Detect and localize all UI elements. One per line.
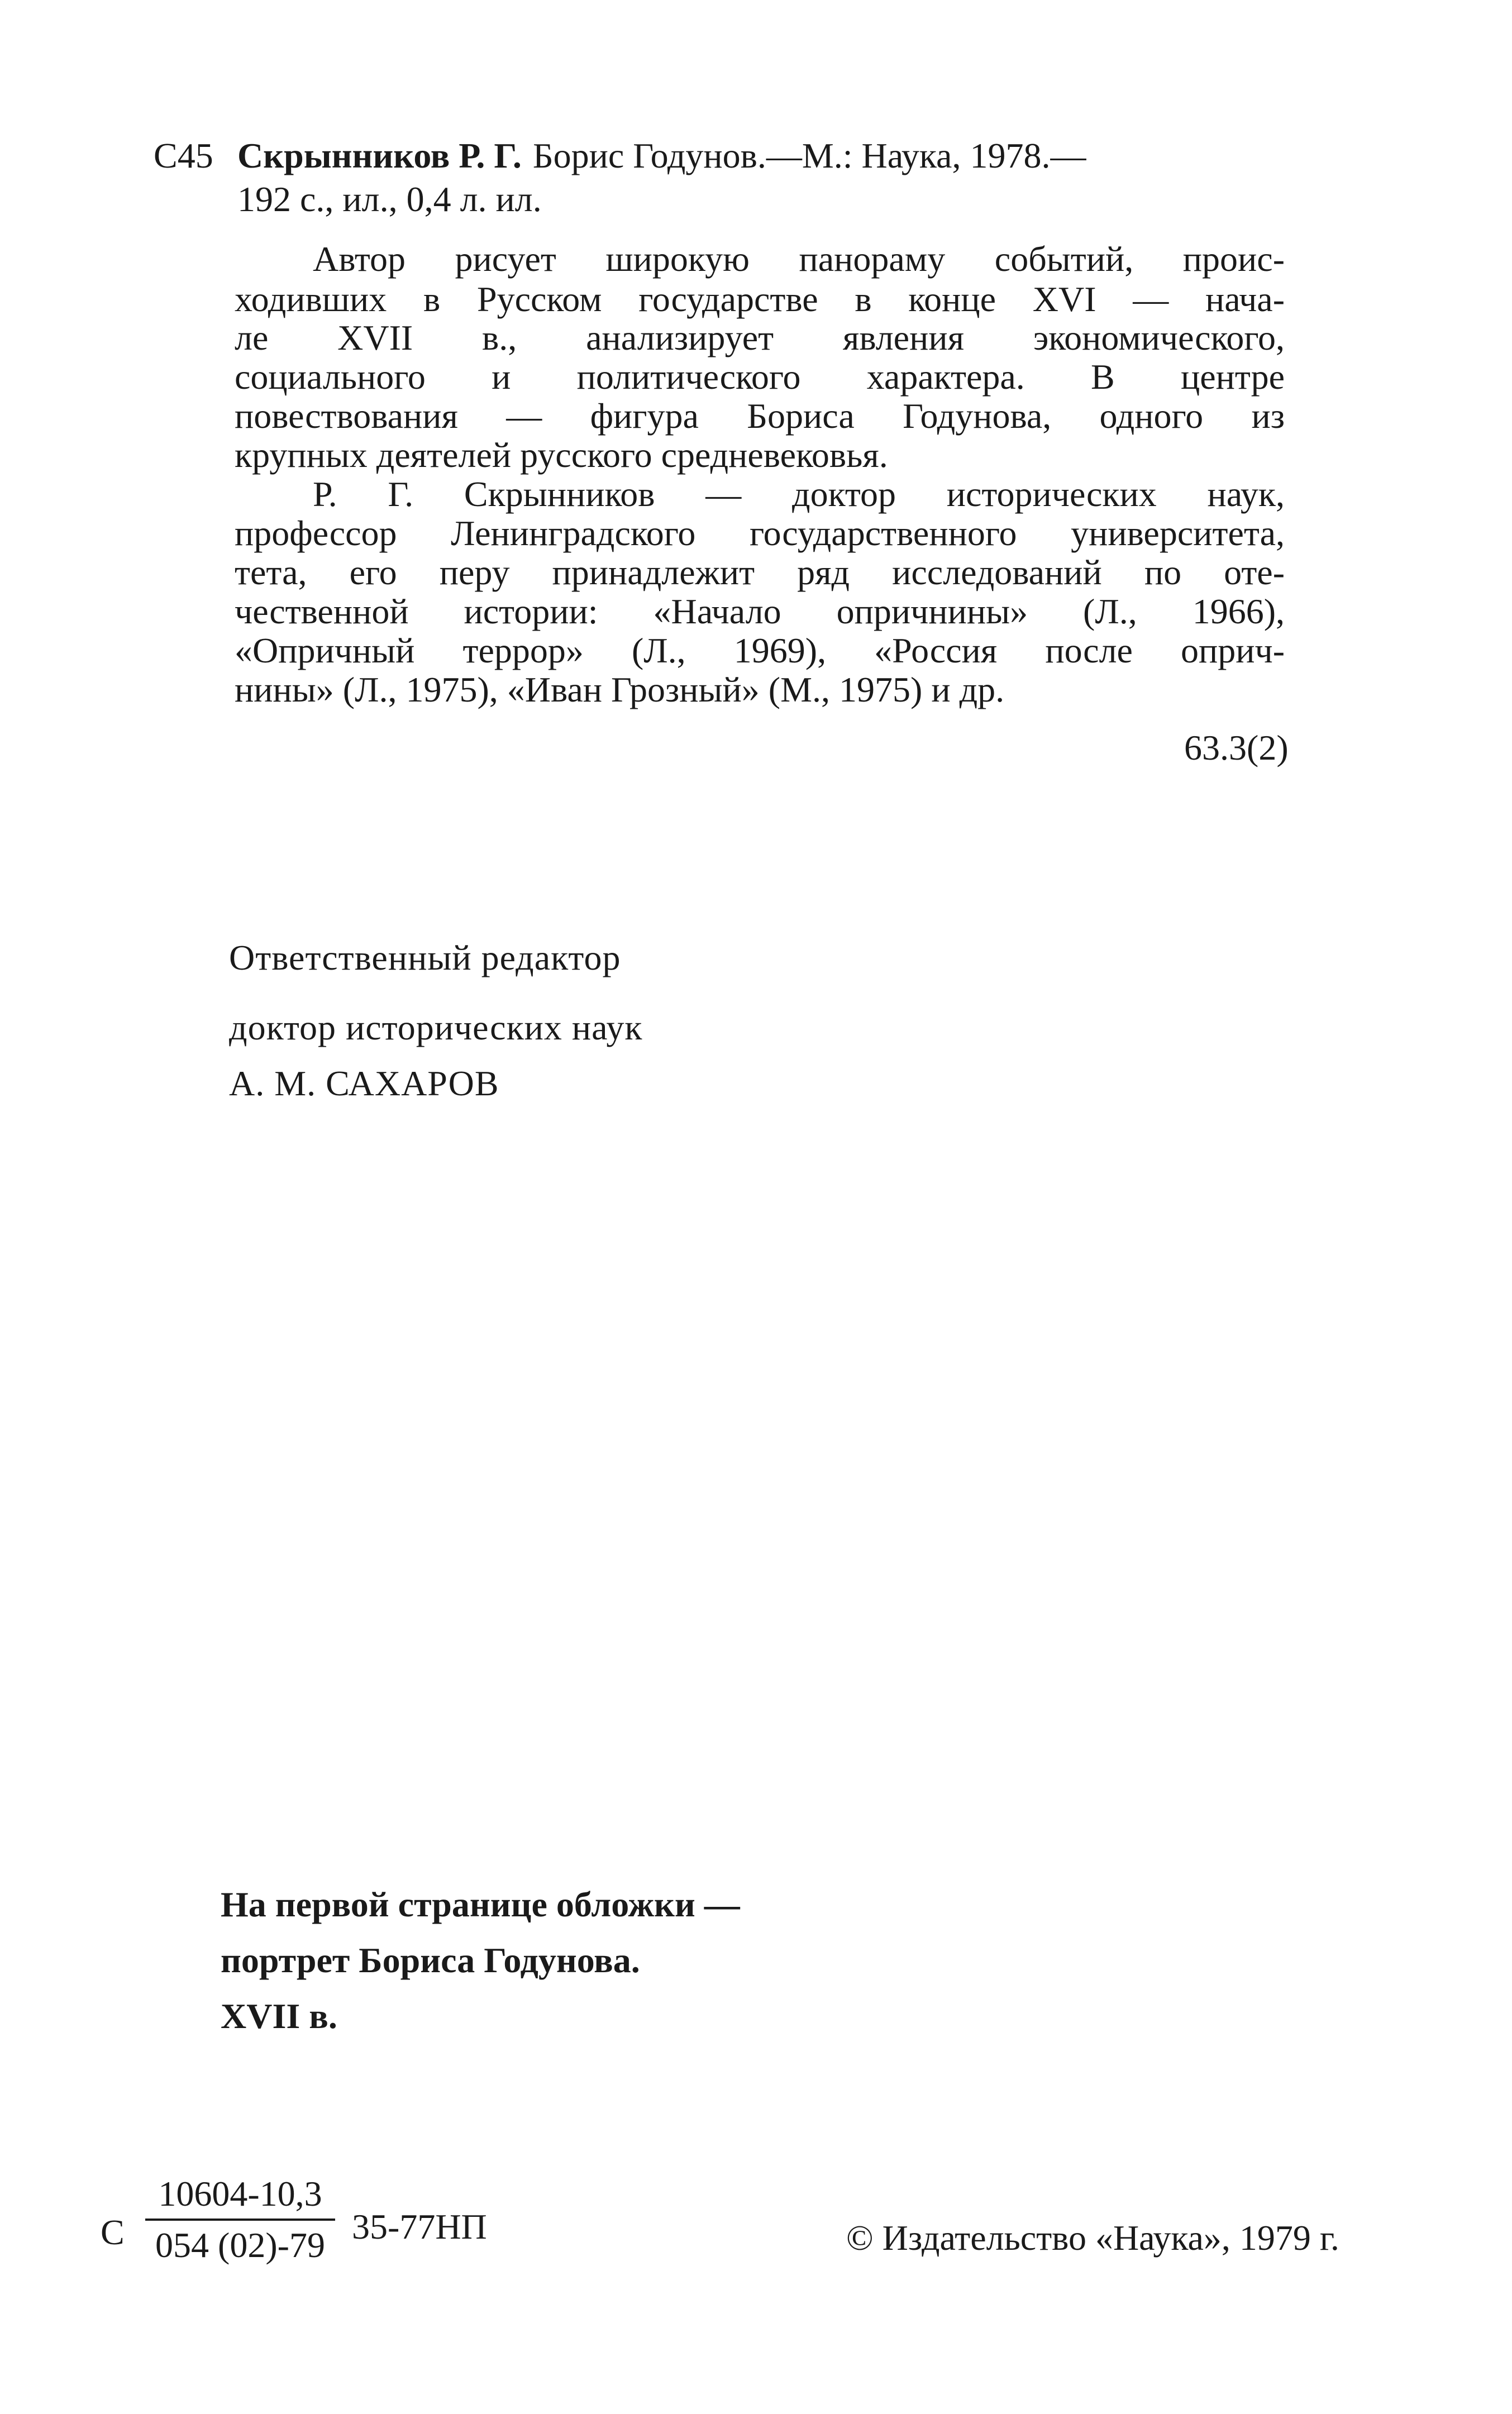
imprint-denominator: 054 (02)-79 <box>155 2225 325 2265</box>
annotation-line: профессор Ленинградского государственного университета, <box>235 513 1285 553</box>
annotation-line: нины» (Л., 1975), «Иван Грозный» (М., 1975) и др. <box>235 670 1005 709</box>
annotation-line: «Опричный террор» (Л., 1969), «Россия после оприч- <box>235 631 1285 670</box>
copyright-notice: © Издательство «Наука», 1979 г. <box>846 2218 1339 2258</box>
annotation-line: Р. Г. Скрынников — доктор исторических наук, <box>313 474 1285 514</box>
imprint-block <box>101 2167 1385 2301</box>
imprint-code: 35-77НП <box>352 2207 487 2246</box>
imprint-fraction <box>145 2173 335 2267</box>
annotation-line: ле XVII в., анализирует явления экономического, <box>235 318 1285 357</box>
cover-note-line: портрет Бориса Годунова. <box>221 1940 640 1980</box>
fraction-bar <box>145 2219 335 2221</box>
biblio-author: Скрынников Р. Г. <box>237 136 522 175</box>
cover-note-line: XVII в. <box>221 1996 337 2036</box>
annotation-line: Автор рисует широкую панораму событий, проис- <box>313 239 1285 279</box>
annotation-line: повествования — фигура Бориса Годунова, одного из <box>235 396 1285 436</box>
cover-note-line: На первой странице обложки — <box>221 1885 740 1924</box>
biblio-title-line <box>237 134 1287 178</box>
catalog-index: С45 <box>154 136 213 175</box>
editor-name: А. М. САХАРОВ <box>229 1063 499 1103</box>
editor-role: Ответственный редактор <box>229 938 621 977</box>
editor-degree: доктор исторических наук <box>229 1008 643 1047</box>
biblio-extent: 192 с., ил., 0,4 л. ил. <box>237 179 542 219</box>
annotation-line: чественной истории: «Начало опричнины» (Л., 1966), <box>235 591 1285 631</box>
annotation-line: ходивших в Русском государстве в конце XVI — нача- <box>235 279 1285 319</box>
classification-code: 63.3(2) <box>1184 728 1289 767</box>
annotation-line: тета, его перу принадлежит ряд исследований по оте- <box>235 552 1285 592</box>
imprint-letter: С <box>101 2212 125 2252</box>
annotation-line: крупных деятелей русского средневековья. <box>235 435 888 475</box>
biblio-extent-line <box>237 178 1287 221</box>
biblio-title: Борис Годунов.—М.: Наука, 1978.— <box>532 136 1086 175</box>
imprint-numerator: 10604-10,3 <box>158 2174 322 2213</box>
annotation-line: социального и политического характера. В центре <box>235 357 1285 397</box>
